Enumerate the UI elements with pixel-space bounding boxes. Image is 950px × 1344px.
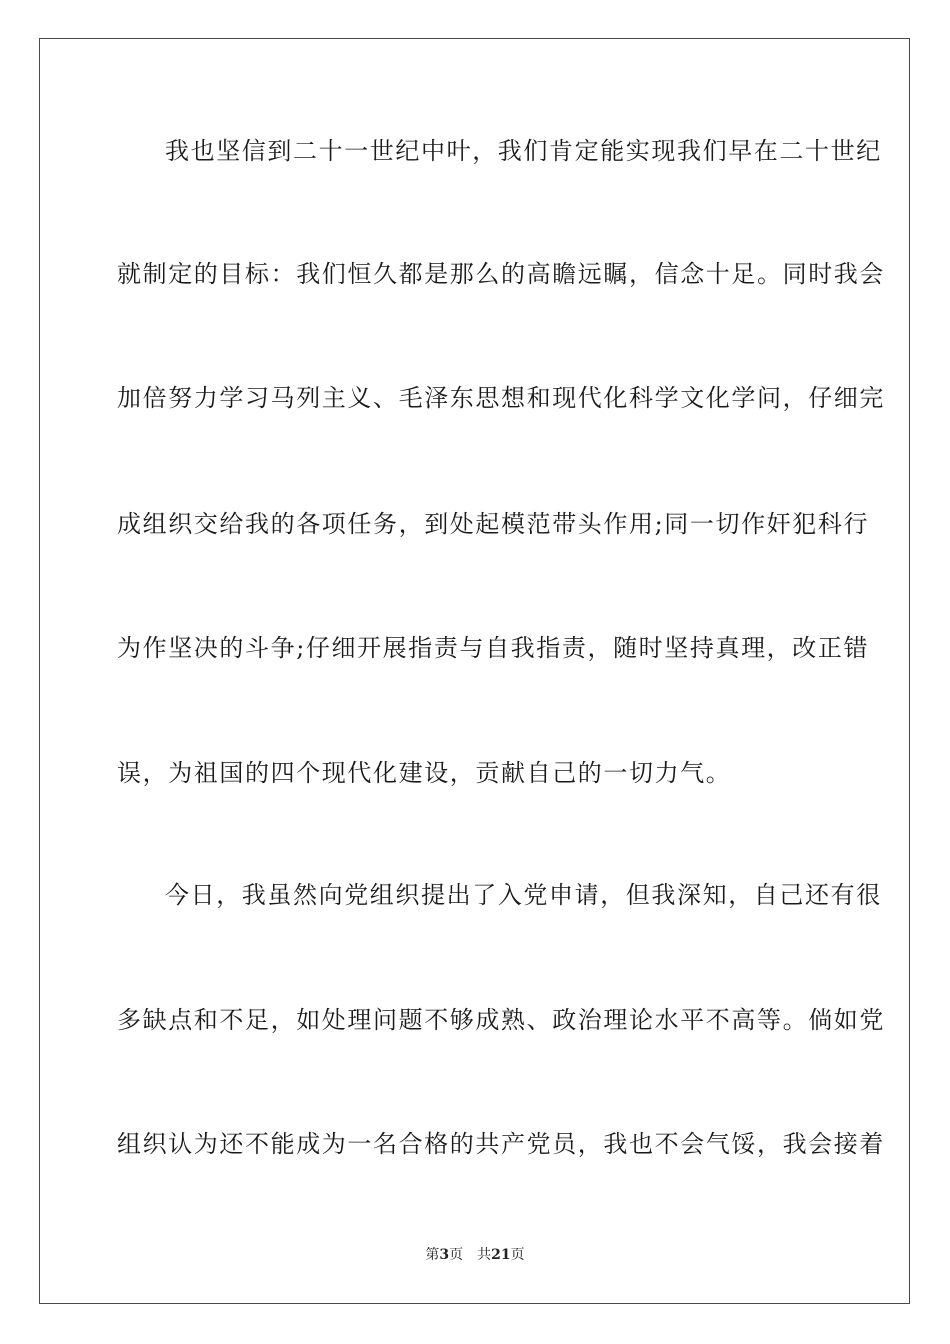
paragraph-line: 为作坚决的斗争;仔细开展指责与自我指责，随时坚持真理，改正错: [117, 634, 870, 662]
page-frame: [39, 38, 910, 1304]
total-pages-number: 21: [491, 1247, 511, 1263]
paragraph-line: 多缺点和不足，如处理问题不够成熟、政治理论水平不高等。倘如党: [117, 1006, 885, 1034]
paragraph-line: 加倍努力学习马列主义、毛泽东思想和现代化科学文化学问，仔细完: [117, 384, 885, 412]
page-footer: [0, 1246, 950, 1264]
total-prefix: 共: [477, 1247, 492, 1263]
page-prefix: 第: [425, 1247, 440, 1263]
total-suffix: 页: [510, 1247, 525, 1263]
paragraph-line: 组织认为还不能成为一名合格的共产党员，我也不会气馁，我会接着: [117, 1130, 885, 1158]
paragraph-line: 我也坚信到二十一世纪中叶，我们肯定能实现我们早在二十世纪: [165, 137, 882, 165]
paragraph-line: 成组织交给我的各项任务，到处起模范带头作用;同一切作奸犯科行: [117, 510, 870, 538]
paragraph-line: 今日，我虽然向党组织提出了入党申请，但我深知，自己还有很: [165, 881, 882, 909]
paragraph-line: 误，为祖国的四个现代化建设，贡献自己的一切力气。: [117, 759, 732, 787]
page-suffix: 页: [449, 1247, 464, 1263]
current-page-number: 3: [439, 1247, 450, 1263]
paragraph-line: 就制定的目标：我们恒久都是那么的高瞻远瞩，信念十足。同时我会: [117, 260, 885, 288]
